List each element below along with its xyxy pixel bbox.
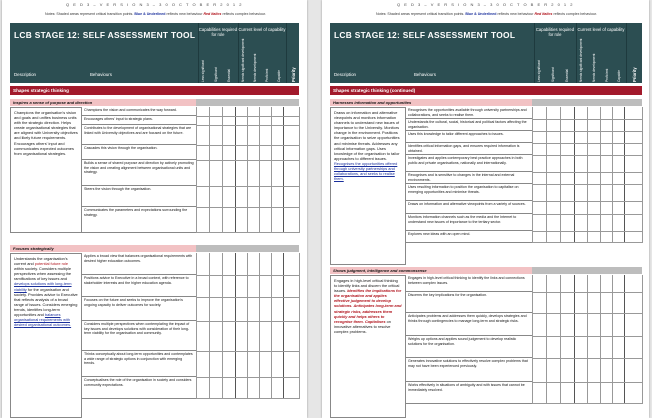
behaviour-row: Weighs up options and applies sound judgement to develop realistic solutions for the organisation. [406,336,532,358]
behaviour-row: Uses this knowledge to tailor different approaches to issues. [406,131,532,143]
behaviour-row: Draws on information and alternative viewpoints from a variety of sources. [406,201,532,214]
legend-note: Notes: Shaded areas represent critical transition points. Blue & Underlined reflects new behaviour Red Italics reflects complex behaviour. [45,12,266,16]
description-cell-2: Understands the organisation's current and potential future role within society. Considers multiple perspectives when assessing the ramifications of key issues and develops solutions with long-term viability for the organisation and society. Provides advice to Executive that reflects analysis of a broad range of issues. Considers emerging trends, identifies long-term opportunities and balances organisational requirements with desired organisational outcomes. [10,253,82,418]
rating-col-7: Capable [277,70,281,82]
behaviour-row: Contributes to the development of organisational strategies that are linked with University objectives and are focused on the future. [82,125,196,145]
capabilities-required-header: Capabilities required for role [198,27,238,37]
rating-col-4: Needs significant development [579,38,583,82]
behaviour-row: Considers multiple perspectives when contemplating the impact of key issues and develops solutions with consideration of their long-term viability for the organisation and community. [82,321,196,351]
priority-header: Priority [632,67,637,82]
behaviour-row: Cascades this vision through the organisation. [82,145,196,160]
behaviour-row: Champions the vision and communicates the way forward. [82,107,196,116]
rating-col-6: Proficient [605,68,609,82]
subsection-heading-1: Inspires a sense of purpose and direction [10,99,196,106]
legend-note: Notes: Shaded areas represent critical transition points. Blue & Underlined reflects new behaviour Red Italics reflects complex behaviour. [376,12,597,16]
page-title: LCB STAGE 12: SELF ASSESSMENT TOOL [334,30,516,40]
behaviour-row: Conceptualises the role of the organisation in society and considers community expectations. [82,377,196,399]
behaviour-row: Discerns the key implications for the organisation. [406,292,532,313]
rating-col-3: Essential [227,69,231,82]
behaviour-row: Explores new ideas with an open mind. [406,231,532,243]
behaviour-row: Generates innovative solutions to effectively resolve complex problems that may not have been experienced previously. [406,358,532,382]
behaviours-header: Behaviours [90,72,112,77]
rating-grid-2[interactable] [196,253,299,399]
behaviour-row: Monitors information channels such as the media and the Internet to understand new issues of importance to the tertiary sector. [406,214,532,231]
rating-grid-1[interactable] [532,107,642,243]
description-header: Description [334,72,356,77]
rating-col-4: Needs significant development [241,38,245,82]
rating-col-5: Needs development [253,53,257,82]
description-header: Description [14,72,36,77]
table-header [330,23,642,83]
table-header [10,23,299,83]
current-capability-header: Current level of capability [238,27,286,32]
priority-header: Priority [291,67,296,82]
document-page-1 [2,0,307,418]
subsection-heading-1: Harnesses information and opportunities [330,99,532,106]
running-header: Q E D 3 – V E R S I O N 3 – 3 0 O C T O B E R 2 0 1 2 [66,2,243,7]
behaviour-row: Builds a sense of shared purpose and direction by actively promoting the vision and creating alignment between organisational units and strategy. [82,160,196,186]
behaviour-row: Thinks conceptually about long-term opportunities and contemplates a wide range of strategic options in conjunction with emerging trends. [82,351,196,377]
description-cell-2: Engages in high-level critical thinking to identify links and discern the critical issues. Identifies the implications for the organisation and applies effective judgement to develop solutions. Anticipates long-term and strategic risks, addresses them quickly and helps others to recognise them. Capitalises on innovative alternatives to resolve complex problems. [330,275,406,418]
subsection-heading-2: Shows judgment, intelligence and commonsense [330,267,532,274]
behaviour-row: Anticipates problems and addresses them quickly, develops strategies and thinks through contingencies to manage long-term and strategic risks. [406,313,532,336]
rating-col-3: Essential [565,69,569,82]
behaviour-row: Focuses on the future and seeks to improve the organisation's ongoing capacity to deliver outcomes for society. [82,297,196,321]
behaviour-row: Applies a broad view that balances organisational requirements with desired higher education outcomes. [82,253,196,275]
current-capability-header: Current level of capability [577,27,625,32]
behaviour-row: Encourages others' input to strategic plans. [82,116,196,125]
document-page-2 [322,0,649,418]
subsection-heading-2: Focuses strategically [10,245,196,252]
description-cell-1: Draws on information and alternative viewpoints and monitors information channels to understand new issues of importance to the University. Monitors change in the environment. Positions the organisation to seize opportunities and minimise threats. Addresses any critical information gaps. Uses knowledge of the organisation to tailor approaches to different issues. Recognises the opportunities offered through university partnerships and collaborations, and seeks to realise them. [330,107,406,265]
behaviour-row: Understands the cultural, social, historical and political factors affecting the organisation. [406,119,532,131]
section-heading: Shapes strategic thinking [10,86,299,95]
rating-col-6: Proficient [265,68,269,82]
rating-col-2: Significant [214,67,218,82]
behaviour-row: Recognises and is sensitive to changes in the internal and external environments. [406,172,532,184]
behaviour-row: Recognises the opportunities available through university partnerships and collaborations, and seeks to realise them. [406,107,532,119]
rating-col-1: Less significant [201,60,205,82]
page-title: LCB STAGE 12: SELF ASSESSMENT TOOL [14,30,196,40]
behaviour-row: Engages in high-level critical thinking to identify the links and connections between complex issues. [406,275,532,292]
rating-col-5: Needs development [592,53,596,82]
rating-grid-2[interactable] [532,275,642,404]
behaviour-row: Steers the vision through the organisation. [82,186,196,207]
rating-col-7: Capable [617,70,621,82]
capabilities-required-header: Capabilities required for role [535,27,575,37]
behaviour-row: Identifies critical information gaps, and ensures required information is obtained. [406,143,532,155]
section-heading: Shapes strategic thinking (continued) [330,86,642,95]
behaviour-row: Communicates the parameters and expectations surrounding the strategy. [82,207,196,233]
behaviour-row: Works effectively in situations of ambiguity and with issues that cannot be immediately resolved. [406,382,532,404]
running-header: Q E D 3 – V E R S I O N 3 – 3 0 O C T O B E R 2 0 1 2 [397,2,574,7]
behaviour-row: Uses resulting information to position the organisation to capitalise on emerging opportunities and minimise threats. [406,184,532,201]
behaviour-row: Positions advice to Executive in a broad context, with reference to stakeholder interests and the higher education agenda. [82,275,196,297]
behaviour-row: Investigates and applies contemporary best practice approaches in both public and private organisations, nationally and internationally. [406,155,532,172]
behaviours-header: Behaviours [414,72,436,77]
description-cell-1: Champions the organisation's vision and goals and unifies business units with the strategic direction. Helps create organisational strategies that are aligned with University objectives and likely future requirements. Encourages others' input and communicates expected outcomes from organisational strategies. [10,107,82,233]
rating-grid-1[interactable] [196,107,299,233]
rating-col-2: Significant [551,67,555,82]
rating-col-1: Less significant [537,60,541,82]
